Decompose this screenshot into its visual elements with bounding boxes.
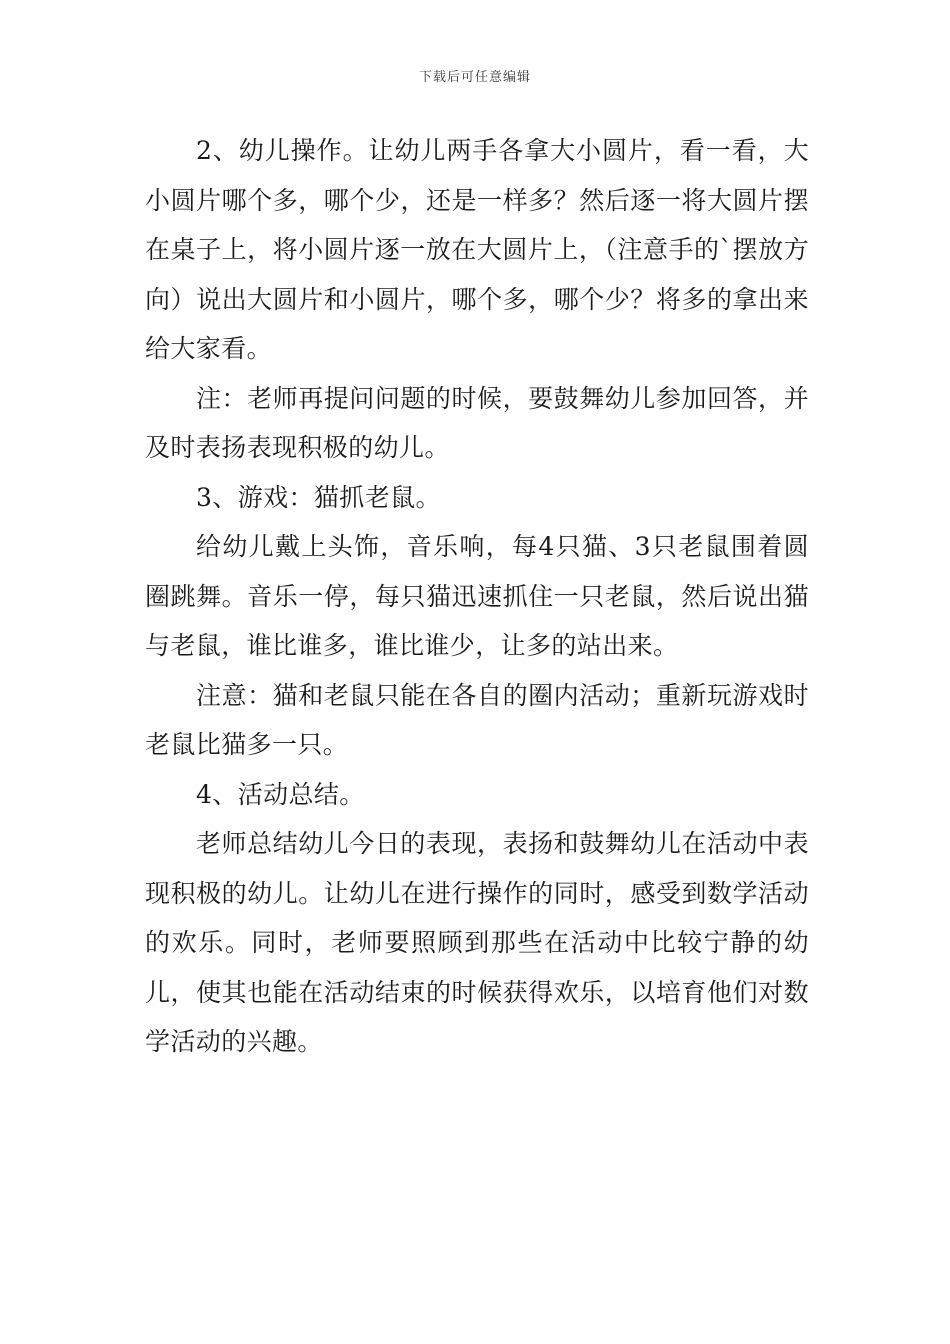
paragraph-step-2: 2、幼儿操作。让幼儿两手各拿大小圆片，看一看，大小圆片哪个多，哪个少，还是一样多？然后逐一将大圆片摆在桌子上，将小圆片逐一放在大圆片上，（注意手的`摆放方向）说出大圆片和小圆片，哪个多，哪个少？将多的拿出来给大家看。 <box>145 136 809 363</box>
document-body <box>145 126 809 1067</box>
paragraph-step-4: 4、活动总结。 <box>196 779 365 809</box>
paragraph-note-1: 注：老师再提问问题的时候，要鼓舞幼儿参加回答，并及时表扬表现积极的幼儿。 <box>145 383 809 462</box>
paragraph-game-description: 给幼儿戴上头饰，音乐响，每4只猫、3只老鼠围着圆圈跳舞。音乐一停，每只猫迅速抓住一只老鼠，然后说出猫与老鼠，谁比谁多，谁比谁少，让多的站出来。 <box>145 532 809 660</box>
paragraph-note-2: 注意：猫和老鼠只能在各自的圈内活动；重新玩游戏时老鼠比猫多一只。 <box>145 680 809 759</box>
paragraph-summary: 老师总结幼儿今日的表现，表扬和鼓舞幼儿在活动中表现积极的幼儿。让幼儿在进行操作的同时，感受到数学活动的欢乐。同时，老师要照顾到那些在活动中比较宁静的幼儿，使其也能在活动结束的时候获得欢乐，以培育他们对数学活动的兴趣。 <box>145 829 809 1056</box>
page-header: 下载后可任意编辑 <box>418 70 531 85</box>
paragraph-step-3: 3、游戏：猫抓老鼠。 <box>196 482 441 512</box>
